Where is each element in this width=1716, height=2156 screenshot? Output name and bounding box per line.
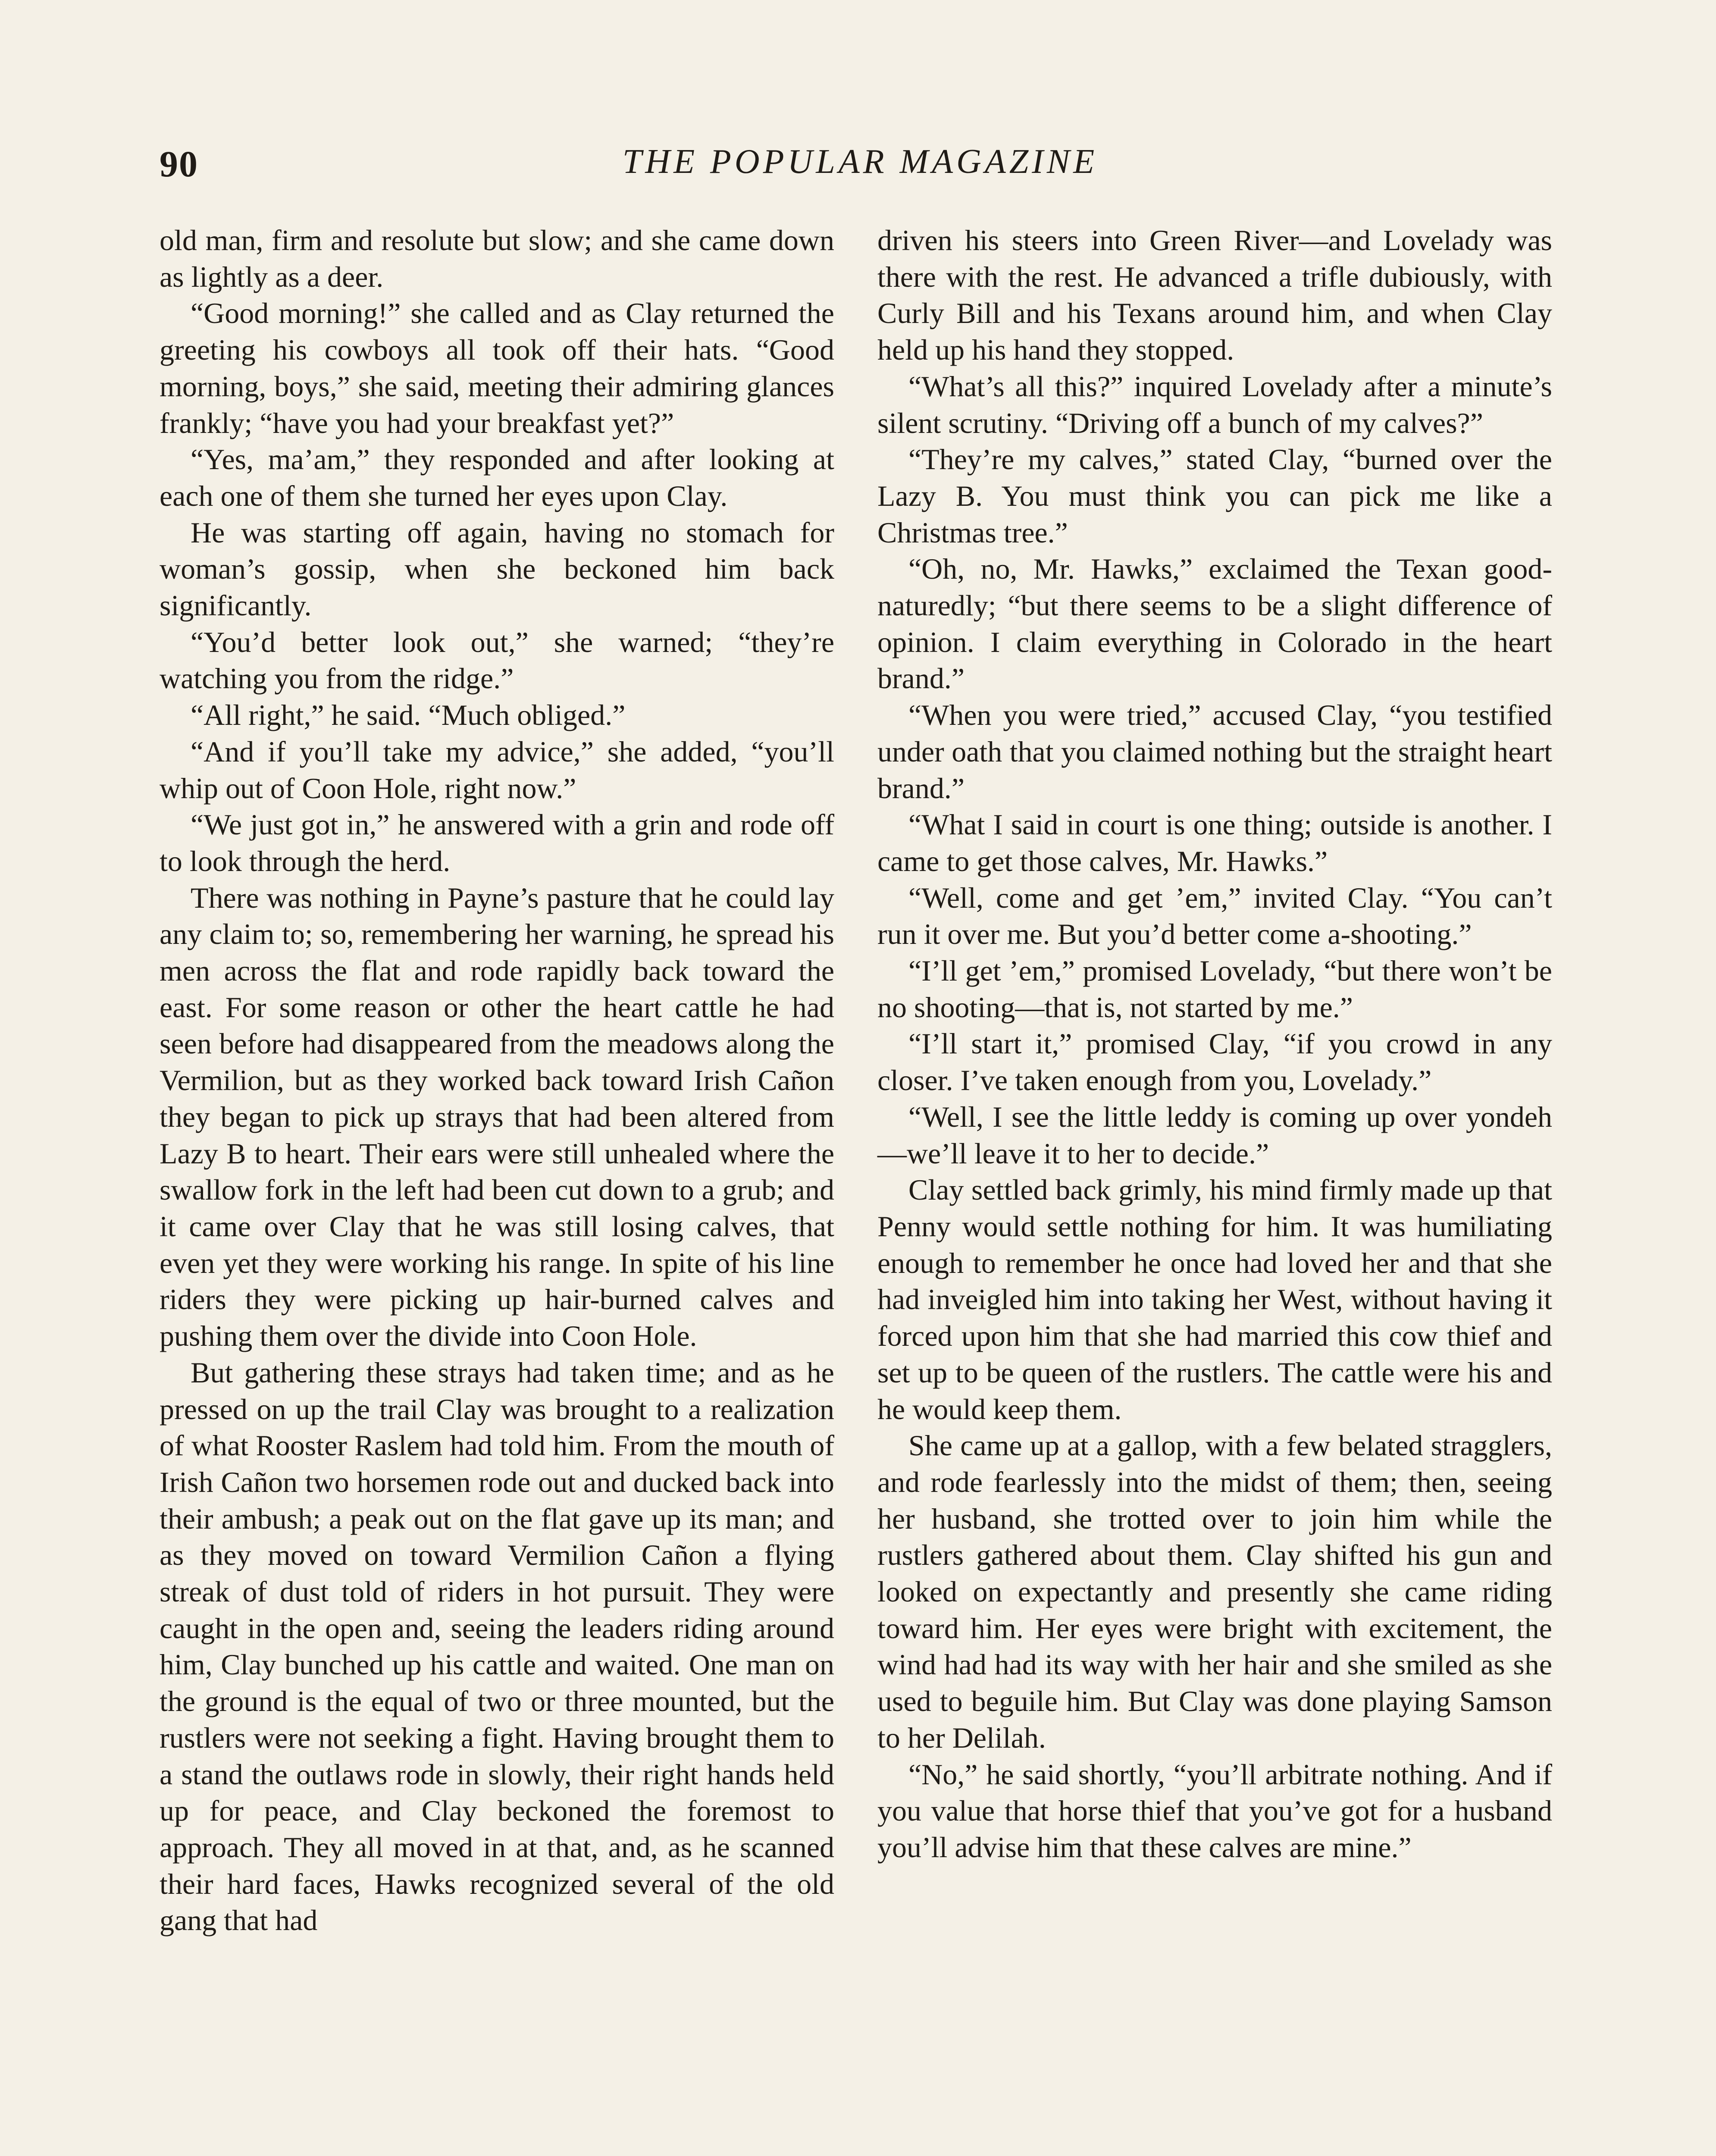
paragraph: But gathering these strays had taken time; and as he pressed on up the trail Clay was brought to a realization of what Rooster Raslem had told him. From the mouth of Irish Cañon two horsemen rode out and ducked back into their ambush; a peak out on the flat gave up its man; and as they moved on toward Vermilion Cañon a flying streak of dust told of riders in hot pursuit. They were caught in the open and, seeing the leaders riding around him, Clay bunched up his cattle and waited. One man on the ground is the equal of two or three mounted, but the rustlers were not seeking a fight. Having brought them to a stand the outlaws rode in slowly, their right hands held up for peace, and Clay beckoned the foremost to approach. They all moved in at that, and, as he scanned their hard faces, Hawks recognized several of the old gang that had — [160, 1356, 834, 1937]
paragraph: “What’s all this?” inquired Lovelady after a minute’s silent scrutiny. “Driving off a bunch of my calves?” — [877, 370, 1552, 439]
paragraph: “They’re my calves,” stated Clay, “burned over the Lazy B. You must think you can pick me like a Christmas tree.” — [877, 443, 1552, 549]
paragraph: old man, firm and resolute but slow; and she came down as lightly as a deer. — [160, 224, 834, 293]
paragraph: driven his steers into Green River—and Lovelady was there with the rest. He advanced a trifle dubiously, with Curly Bill and his Texans around him, and when Clay held up his hand they stopped. — [877, 224, 1552, 367]
paragraph: “All right,” he said. “Much obliged.” — [191, 699, 626, 732]
right-column — [877, 222, 1552, 1866]
paragraph: “I’ll start it,” promised Clay, “if you crowd in any closer. I’ve taken enough from you, Lovelady.” — [877, 1027, 1552, 1097]
paragraph: “I’ll get ’em,” promised Lovelady, “but there won’t be no shooting—that is, not started by me.” — [877, 954, 1552, 1024]
paragraph: “Yes, ma’am,” they responded and after looking at each one of them she turned her eyes upon Clay. — [160, 443, 834, 512]
page-header — [160, 142, 1561, 194]
paragraph: “You’d better look out,” she warned; “they’re watching you from the ridge.” — [160, 625, 834, 695]
paragraph: “Good morning!” she called and as Clay returned the greeting his cowboys all took off their hats. “Good morning, boys,” she said, meeting their admiring glances frankly; “have you had your breakfast yet?” — [160, 297, 834, 439]
paragraph: “We just got in,” he answered with a grin and rode off to look through the herd. — [160, 808, 834, 877]
paragraph: She came up at a gallop, with a few belated stragglers, and rode fearlessly into the midst of them; then, seeing her husband, she trotted over to join him while the rustlers gathered about them. Clay shifted his gun and looked on expectantly and presently she came riding toward him. Her eyes were bright with excitement, the wind had had its way with her hair and she smiled as she used to beguile him. But Clay was done playing Samson to her Delilah. — [877, 1429, 1552, 1754]
paragraph: “No,” he said shortly, “you’ll arbitrate nothing. And if you value that horse thief that you’ve got for a husband you’ll advise him that these calves are mine.” — [877, 1758, 1552, 1864]
paragraph: There was nothing in Payne’s pasture that he could lay any claim to; so, remembering her warning, he spread his men across the flat and rode rapidly back toward the east. For some reason or other the heart cattle he had seen before had disappeared from the meadows along the Vermilion, but as they worked back toward Irish Cañon they began to pick up strays that had been altered from Lazy B to heart. Their ears were still unhealed where the swallow fork in the left had been cut down to a grub; and it came over Clay that he was still losing calves, that even yet they were working his range. In spite of his line riders they were picking up hair-burned calves and pushing them over the divide into Coon Hole. — [160, 881, 834, 1353]
left-column — [160, 222, 834, 1939]
page-number: 90 — [160, 143, 198, 185]
paragraph: “Oh, no, Mr. Hawks,” exclaimed the Texan good-naturedly; “but there seems to be a slight difference of opinion. I claim everything in Colorado in the heart brand.” — [877, 552, 1552, 695]
paragraph: “Well, I see the little leddy is coming up over yondeh—we’ll leave it to her to decide.” — [877, 1100, 1552, 1170]
running-title: THE POPULAR MAGAZINE — [622, 143, 1098, 181]
paragraph: He was starting off again, having no stomach for woman’s gossip, when she beckoned him back significantly. — [160, 516, 834, 622]
paragraph: Clay settled back grimly, his mind firmly made up that Penny would settle nothing for him. It was humiliating enough to remember he once had loved her and that she had inveigled him into taking her West, without having it forced upon him that she had married this cow thief and set up to be queen of the rustlers. The cattle were his and he would keep them. — [877, 1173, 1552, 1426]
paragraph: “Well, come and get ’em,” invited Clay. “You can’t run it over me. But you’d better come a-shooting.” — [877, 881, 1552, 951]
paragraph: “And if you’ll take my advice,” she added, “you’ll whip out of Coon Hole, right now.” — [160, 735, 834, 805]
paragraph: “What I said in court is one thing; outside is another. I came to get those calves, Mr. Hawks.” — [877, 808, 1552, 877]
paragraph: “When you were tried,” accused Clay, “you testified under oath that you claimed nothing but the straight heart brand.” — [877, 699, 1552, 805]
